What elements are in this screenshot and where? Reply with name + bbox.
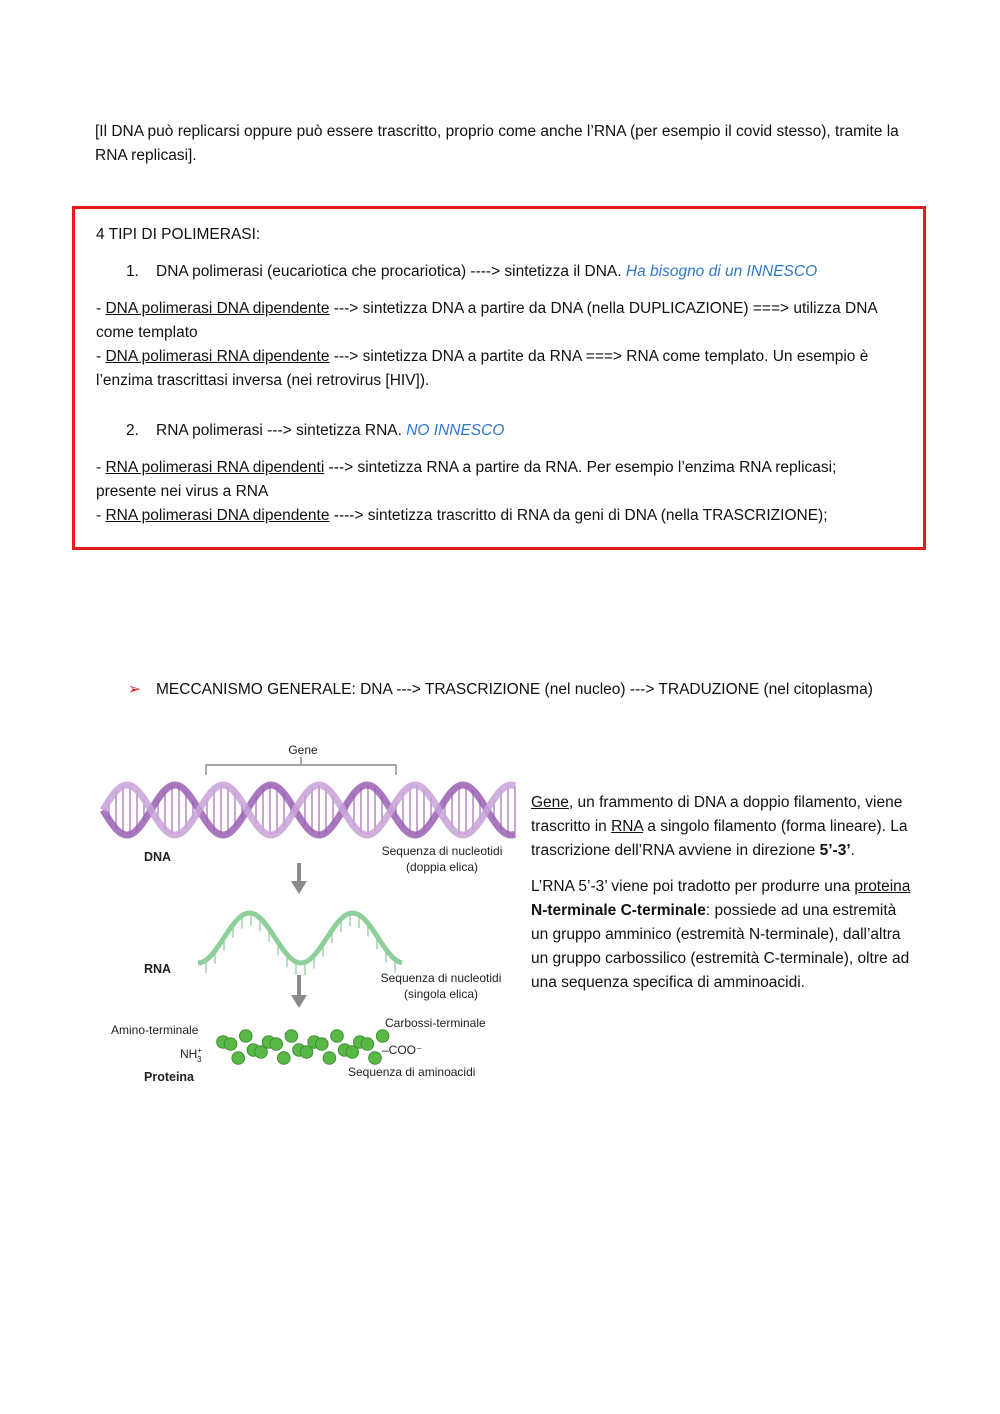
protein-amino-acid-chain [217,1030,389,1065]
text: , un frammento di DNA a doppio filamento, viene trascritto in [531,794,903,835]
desc: ---> sintetizza DNA a partite da RNA ===> RNA come templato. Un esempio è l’enzima trascrittasi inversa (nei retrovirus [HIV]). [96,348,869,389]
dna-dna-line [96,297,896,345]
rna-rna-line [96,456,896,504]
item-note: Ha bisogno di un INNESCO [625,263,818,280]
rna-dna-line [96,504,896,528]
terminals: N-terminale C-terminale [531,902,706,919]
amino-acid [224,1038,237,1051]
amino-acid [376,1030,389,1043]
term: DNA polimerasi DNA dipendente [105,300,330,317]
dna-rna-line [96,345,896,393]
item-dna-polymerase [96,260,896,284]
rna-backbone [198,913,402,963]
arrow-bullet-icon: ➢ [128,681,141,698]
direction: 5’-3’ [819,842,851,859]
dna-label: DNA [144,850,172,864]
amino-acid [232,1052,245,1065]
term-protein: proteina [854,878,911,895]
explanation-paragraph-1 [531,791,911,863]
text: L’RNA 5’-3’ viene poi tradotto per produrre una [531,878,855,895]
amino-acid [270,1038,283,1051]
translation-arrow-icon [291,975,307,1008]
amino-acid [369,1052,382,1065]
transcription-arrow-icon [291,863,307,894]
dash: - [96,507,106,524]
desc: ----> sintetizza trascritto di RNA da geni di DNA (nella TRASCRIZIONE); [329,507,828,524]
desc: ---> sintetizza DNA a partire da DNA (nella DUPLICAZIONE) ===> utilizza DNA come templato [96,300,877,341]
dna-double-helix [103,785,515,835]
gene-bracket [206,757,396,775]
polymerase-box [72,206,926,550]
explanation-paragraph-2 [531,875,911,995]
text: a singolo filamento (forma lineare). La trascrizione dell’RNA avviene in direzione [531,818,908,859]
text: : possiede ad una estremità un gruppo amminico (estremità N-terminale), dall’altra un gruppo carbossilico (estremità C-terminale), oltre ad una sequenza specifica di amminoacidi. [531,902,910,991]
rna-label: RNA [144,962,172,976]
amino-acid [278,1052,291,1065]
coo-label: –COO⁻ [382,1043,423,1057]
rna-seq-label-1: Sequenza di nucleotidi [380,971,502,985]
rna-single-strand [198,913,402,975]
amino-terminal-label: Amino-terminale [111,1023,199,1037]
item-text: DNA polimerasi (eucariotica che procariotica) ----> sintetizza il DNA. [156,263,626,280]
item-number: 2. [126,422,139,439]
amino-acid [240,1030,253,1043]
amino-acid [316,1038,329,1051]
item-text: RNA polimerasi ---> sintetizza RNA. [156,422,407,439]
desc: ---> sintetizza RNA a partire da RNA. Per esempio l’enzima RNA replicasi; presente nei virus a RNA [96,459,837,500]
text: . [850,842,855,859]
amino-acid [361,1038,374,1051]
term-rna: RNA [611,818,643,835]
term: RNA polimerasi RNA dipendenti [105,459,325,476]
amino-acid [331,1030,344,1043]
protein-label: Proteina [144,1070,195,1084]
item-number: 1. [126,263,139,280]
term: DNA polimerasi RNA dipendente [105,348,330,365]
mechanism-text: MECCANISMO GENERALE: DNA ---> TRASCRIZIONE (nel nucleo) ---> TRADUZIONE (nel citoplasma) [156,681,873,698]
dash: - [96,300,106,317]
mechanism-bullet [128,678,928,702]
gene-label: Gene [288,743,318,757]
term: RNA polimerasi DNA dipendente [105,507,330,524]
item-rna-polymerase [96,419,896,443]
amino-acid [285,1030,298,1043]
gene-expression-figure [98,735,518,1095]
term-gene: Gene [531,794,569,811]
explanation-text [531,791,911,1007]
carboxy-terminal-label: Carbossi-terminale [385,1016,486,1030]
nh3-label: NH+ 3 [180,1046,203,1064]
item-note: NO INNESCO [406,422,505,439]
dash: - [96,459,106,476]
rna-seq-label-2: (singola elica) [403,987,479,1001]
box-title: 4 TIPI DI POLIMERASI: [96,226,261,243]
intro-paragraph: [Il DNA può replicarsi oppure può essere trascritto, proprio come anche l’RNA (per esempio il covid stesso), tramite la RNA replicasi]. [95,123,899,164]
aa-seq-label: Sequenza di aminoacidi [348,1065,476,1079]
dna-seq-label-2: (doppia elica) [405,860,479,874]
dna-seq-label-1: Sequenza di nucleotidi [381,844,503,858]
amino-acid [323,1052,336,1065]
dash: - [96,348,106,365]
